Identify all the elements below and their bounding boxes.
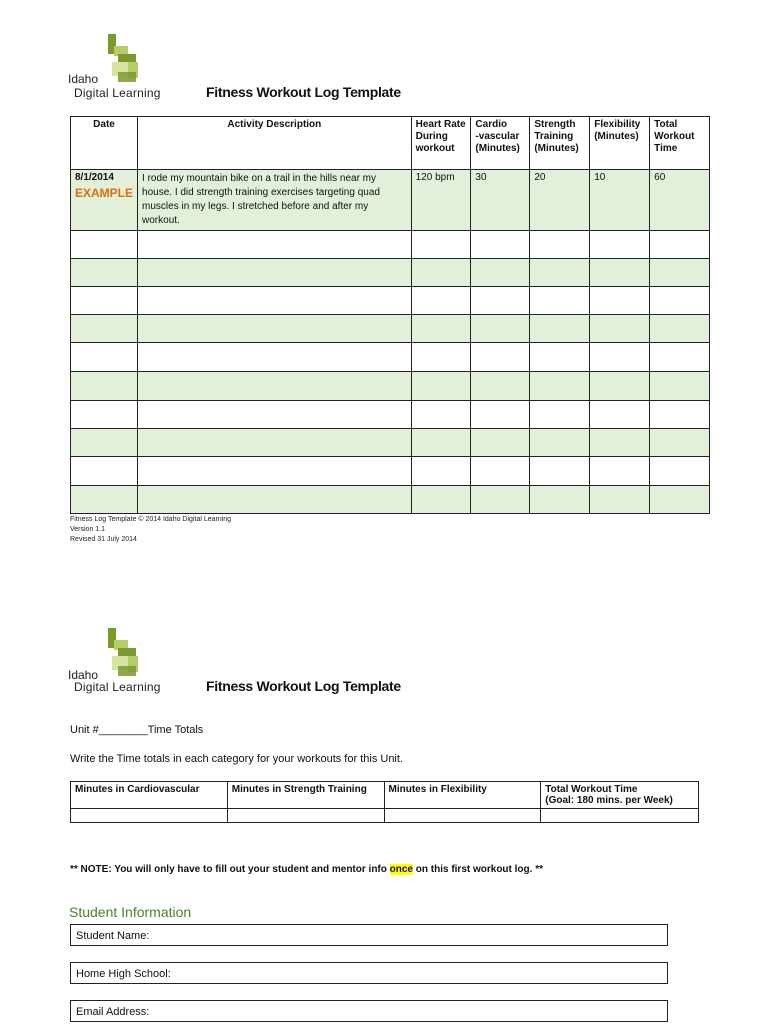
student-name-label: Student Name: xyxy=(76,930,150,942)
log-row[interactable] xyxy=(71,287,710,315)
col-header-activity: Activity Description xyxy=(138,117,412,170)
footer-revised: Revised 31 July 2014 xyxy=(70,536,137,543)
student-information-heading: Student Information xyxy=(69,904,192,920)
example-total: 60 xyxy=(650,170,710,231)
home-high-school-label: Home High School: xyxy=(76,968,171,980)
log-row[interactable] xyxy=(71,231,710,259)
email-address-field[interactable] xyxy=(70,1000,668,1022)
log-row[interactable] xyxy=(71,343,710,372)
idaho-state-logo-icon xyxy=(104,32,184,86)
home-high-school-field[interactable] xyxy=(70,962,668,984)
idaho-digital-learning-logo xyxy=(68,32,208,102)
student-name-field[interactable] xyxy=(70,924,668,946)
example-flexibility: 10 xyxy=(590,170,650,231)
logo-text-idaho: Idaho xyxy=(68,668,99,682)
example-date-cell xyxy=(71,170,138,231)
logo-text-digital-learning: Digital Learning xyxy=(74,86,161,100)
totals-input-row[interactable] xyxy=(71,809,699,823)
log-row[interactable] xyxy=(71,315,710,343)
col-header-flexibility: Flexibility (Minutes) xyxy=(590,117,650,170)
flexibility-total-cell[interactable] xyxy=(384,809,541,823)
example-heart-rate: 120 bpm xyxy=(411,170,471,231)
workout-log-table xyxy=(70,116,710,514)
col-header-date: Date xyxy=(71,117,138,170)
footer-copyright: Fitness Log Template © 2014 Idaho Digital Learning xyxy=(70,516,232,523)
col-header-heart-rate: Heart Rate During workout xyxy=(411,117,471,170)
page-title: Fitness Workout Log Template xyxy=(206,678,401,694)
example-tag: EXAMPLE xyxy=(75,186,134,200)
note-text: ** NOTE: You will only have to fill out your student and mentor info once on this first workout log. ** xyxy=(70,864,543,875)
instructions: Write the Time totals in each category for your workouts for this Unit. xyxy=(70,753,403,765)
time-totals-table xyxy=(70,781,699,823)
col-header-total-time: Total Workout Time xyxy=(650,117,710,170)
totals-header-row xyxy=(71,782,699,809)
idaho-state-logo-icon xyxy=(104,626,184,680)
strength-total-cell[interactable] xyxy=(227,809,384,823)
example-date: 8/1/2014 xyxy=(75,172,114,183)
email-address-label: Email Address: xyxy=(76,1006,150,1018)
logo-text-digital-learning: Digital Learning xyxy=(74,680,161,694)
cardio-total-cell[interactable] xyxy=(71,809,228,823)
col-header-strength: Strength Training (Minutes) xyxy=(530,117,590,170)
idaho-digital-learning-logo xyxy=(68,626,208,696)
note-highlight: once xyxy=(389,864,413,875)
log-row[interactable] xyxy=(71,457,710,486)
col-header-cardio: Cardio -vascular (Minutes) xyxy=(471,117,530,170)
footer-version: Version 1.1 xyxy=(70,526,106,533)
log-row[interactable] xyxy=(71,372,710,401)
footer-notes xyxy=(70,515,231,545)
logo-text-idaho: Idaho xyxy=(68,72,99,86)
example-cardio: 30 xyxy=(471,170,530,231)
page-title: Fitness Workout Log Template xyxy=(206,84,401,100)
example-row xyxy=(71,170,710,231)
log-row[interactable] xyxy=(71,401,710,429)
example-activity: I rode my mountain bike on a trail in the hills near my house. I did strength training exercises targeting quad muscles in my legs. I stretched before and after my workout. xyxy=(138,170,412,231)
totals-header-total: Total Workout Time (Goal: 180 mins. per Week) xyxy=(541,782,699,809)
log-row[interactable] xyxy=(71,486,710,514)
example-strength: 20 xyxy=(530,170,590,231)
workout-total-cell[interactable] xyxy=(541,809,699,823)
unit-time-totals: Unit #________Time Totals xyxy=(70,724,204,736)
log-row[interactable] xyxy=(71,259,710,287)
totals-header-strength: Minutes in Strength Training xyxy=(227,782,384,809)
log-row[interactable] xyxy=(71,429,710,457)
totals-header-cardio: Minutes in Cardiovascular xyxy=(71,782,228,809)
totals-header-flexibility: Minutes in Flexibility xyxy=(384,782,541,809)
table-header-row xyxy=(71,117,710,170)
